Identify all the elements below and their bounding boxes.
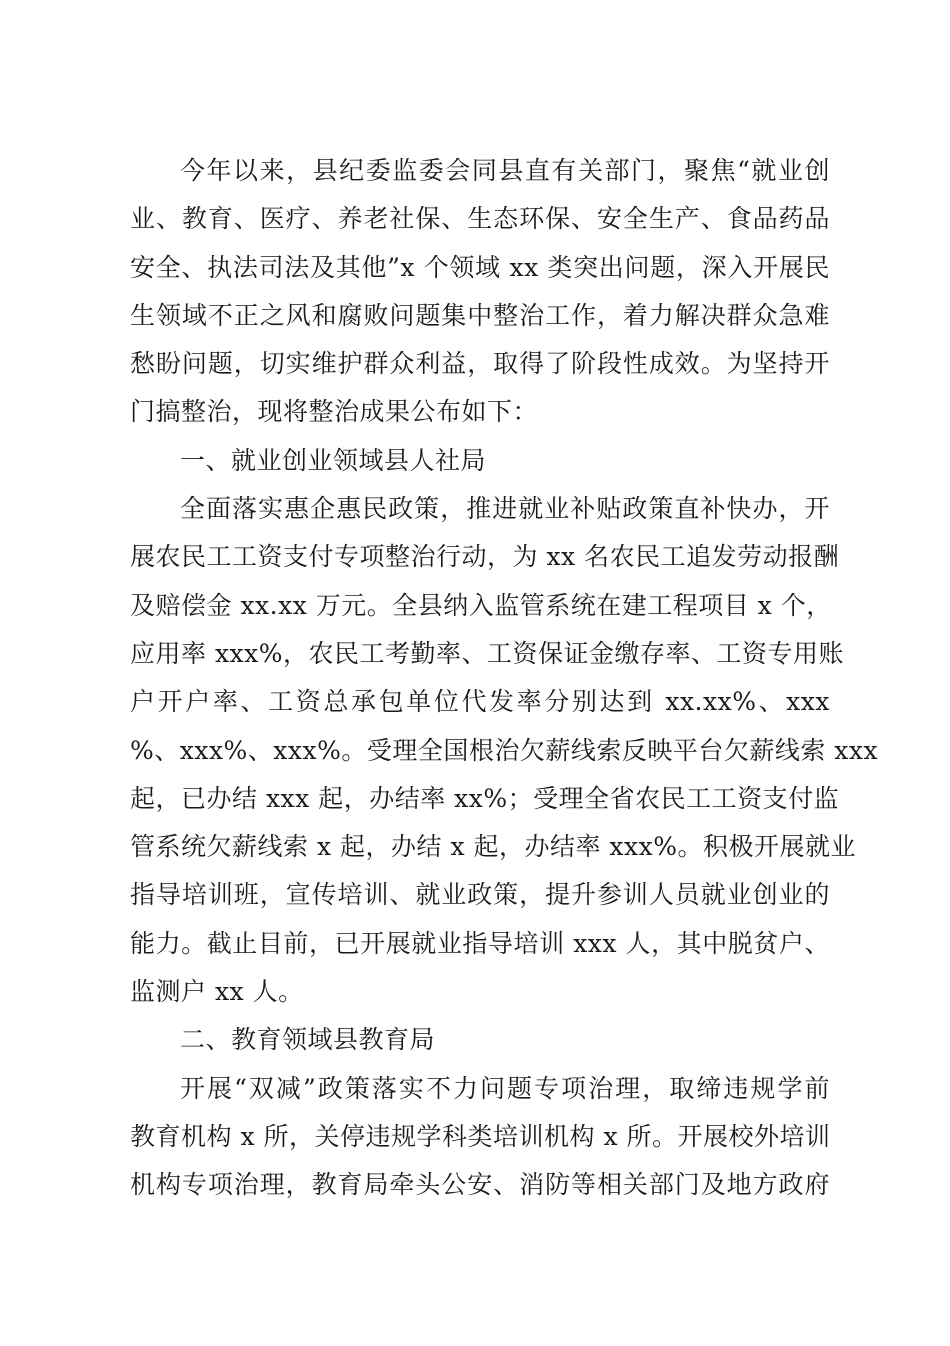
text-line: 门搞整治，现将整治成果公布如下： — [130, 397, 539, 427]
text-line: 起，已办结 xxx 起，办结率 xx%；受理全省农民工工资支付监 — [130, 783, 840, 813]
section-heading-text: 一、就业创业领域县人社局 — [180, 445, 487, 475]
section-heading-employment — [130, 437, 830, 485]
section-heading-text: 二、教育领域县教育局 — [180, 1025, 436, 1055]
text-line: 愁盼问题，切实维护群众利益，取得了阶段性成效。为坚持开 — [130, 349, 830, 379]
text-line: 监测户 xx 人。 — [130, 977, 304, 1007]
text-line: 业、教育、医疗、养老社保、生态环保、安全生产、食品药品 — [130, 204, 830, 234]
text-line: 开展“双减”政策落实不力问题专项治理，取缔违规学前 — [180, 1073, 830, 1103]
text-line: 管系统欠薪线索 x 起，办结 x 起，办结率 xxx%。积极开展就业 — [130, 832, 856, 862]
text-line: 能力。截止目前，已开展就业指导培训 xxx 人，其中脱贫户、 — [130, 928, 830, 958]
text-line: 全面落实惠企惠民政策，推进就业补贴政策直补快办，开 — [180, 494, 830, 524]
text-line: %、xxx%、xxx%。受理全国根治欠薪线索反映平台欠薪线索 xxx — [130, 735, 879, 765]
text-line: 今年以来，县纪委监委会同县直有关部门，聚焦“就业创 — [180, 156, 830, 185]
text-line: 应用率 xxx%，农民工考勤率、工资保证金缴存率、工资专用账 — [130, 638, 845, 668]
employment-paragraph — [130, 485, 879, 1016]
text-line: 教育机构 x 所，关停违规学科类培训机构 x 所。开展校外培训 — [130, 1121, 831, 1151]
text-line: 指导培训班，宣传培训、就业政策，提升参训人员就业创业的 — [130, 880, 830, 910]
text-line: 安全、执法司法及其他”x 个领域 xx 类突出问题，深入开展民 — [130, 252, 830, 282]
text-line: 展农民工工资支付专项整治行动，为 xx 名农民工追发劳动报酬 — [130, 542, 840, 572]
education-paragraph — [130, 1065, 830, 1210]
text-line: 生领域不正之风和腐败问题集中整治工作，着力解决群众急难 — [130, 300, 830, 330]
text-line: 户开户率、工资总承包单位代发率分别达到 xx.xx%、xxx — [130, 687, 830, 717]
text-line: 及赔偿金 xx.xx 万元。全县纳入监管系统在建工程项目 x 个， — [130, 590, 832, 620]
text-line: 机构专项治理，教育局牵头公安、消防等相关部门及地方政府 — [130, 1170, 830, 1200]
intro-paragraph — [130, 147, 830, 437]
document-page — [130, 147, 879, 1210]
section-heading-education — [130, 1016, 830, 1064]
